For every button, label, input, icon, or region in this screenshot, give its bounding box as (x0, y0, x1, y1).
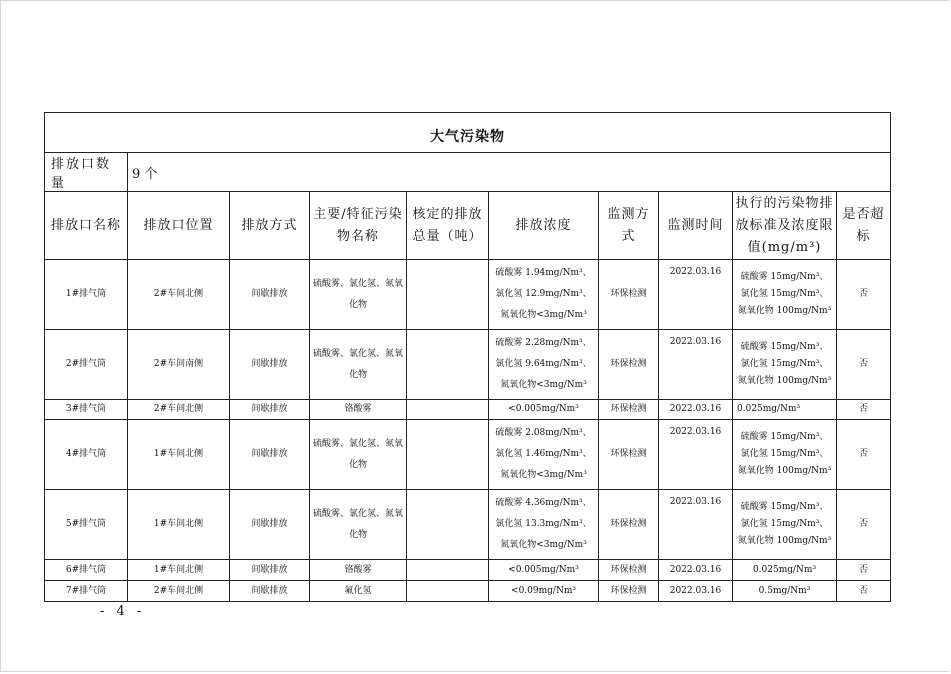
monitor-time: 2022.03.16 (659, 400, 733, 420)
exceed-flag: 否 (837, 560, 891, 581)
concentration (489, 420, 599, 490)
approved-total (407, 400, 489, 420)
approved-total (407, 260, 489, 330)
concentration (489, 400, 599, 420)
monitor-method: 环保检测 (599, 420, 659, 490)
concentration-line: 硫酸雾 2.08mg/Nm³、 (495, 428, 592, 438)
standard-line: 0.025mg/Nm³ (737, 404, 801, 414)
air-pollutant-table (44, 112, 891, 602)
outlet-count-label: 排放口数量 (45, 153, 128, 192)
exceed-flag: 否 (837, 581, 891, 602)
discharge-method: 间歇排放 (230, 330, 310, 400)
standard-limit (733, 490, 837, 560)
table-row (45, 260, 891, 330)
pollutant-name: 硫酸雾、氯化氢、氮氧化物 (310, 260, 407, 330)
concentration-line: 硫酸雾 2.28mg/Nm³、 (495, 338, 592, 348)
concentration-line: 氯化氢 13.3mg/Nm³、 (495, 519, 592, 529)
standard-limit (733, 420, 837, 490)
standard-line: 硫酸雾 15mg/Nm³、 (740, 432, 829, 442)
outlet-location: 1#车间北侧 (128, 490, 230, 560)
monitor-time: 2022.03.16 (659, 330, 733, 400)
concentration (489, 330, 599, 400)
monitor-time: 2022.03.16 (659, 560, 733, 581)
exceed-flag: 否 (837, 420, 891, 490)
monitor-method: 环保检测 (599, 260, 659, 330)
header-approved-total: 核定的排放总量（吨） (407, 192, 489, 260)
outlet-location: 1#车间北侧 (128, 560, 230, 581)
standard-line: 氯化氢 15mg/Nm³、 (740, 359, 829, 369)
pollutant-name: 铬酸雾 (310, 560, 407, 581)
pollutant-name: 硫酸雾、氯化氢、氮氧化物 (310, 330, 407, 400)
concentration-line: <0.005mg/Nm³ (508, 564, 579, 575)
pollutant-name: 氟化氢 (310, 581, 407, 602)
exceed-flag: 否 (837, 260, 891, 330)
pollutant-name: 硫酸雾、氯化氢、氮氧化物 (310, 490, 407, 560)
standard-line: 0.025mg/Nm³ (752, 564, 817, 575)
monitor-method: 环保检测 (599, 560, 659, 581)
monitor-time: 2022.03.16 (659, 260, 733, 330)
monitor-time: 2022.03.16 (659, 420, 733, 490)
standard-line: 氮氧化物 100mg/Nm³ (737, 466, 832, 476)
standard-line: 0.5mg/Nm³ (758, 585, 811, 596)
concentration-line: 氮氧化物<3mg/Nm³ (500, 380, 587, 390)
header-outlet-location: 排放口位置 (128, 192, 230, 260)
discharge-method: 间歇排放 (230, 400, 310, 420)
header-discharge-method: 排放方式 (230, 192, 310, 260)
outlet-location: 2#车间北侧 (128, 581, 230, 602)
monitor-method: 环保检测 (599, 490, 659, 560)
standard-line: 氮氧化物 100mg/Nm³ (737, 376, 832, 386)
discharge-method: 间歇排放 (230, 560, 310, 581)
discharge-method: 间歇排放 (230, 581, 310, 602)
outlet-name: 7#排气筒 (45, 581, 128, 602)
table-row (45, 581, 891, 602)
concentration (489, 490, 599, 560)
outlet-count-value: 9 个 (128, 153, 891, 192)
concentration-line: <0.005mg/Nm³ (508, 404, 579, 414)
approved-total (407, 581, 489, 602)
header-pollutant-name: 主要/特征污染物名称 (310, 192, 407, 260)
standard-line: 氯化氢 15mg/Nm³、 (740, 289, 829, 299)
pollutant-name: 硫酸雾、氯化氢、氮氧化物 (310, 420, 407, 490)
outlet-location: 1#车间北侧 (128, 420, 230, 490)
outlet-name: 5#排气筒 (45, 490, 128, 560)
header-outlet-name: 排放口名称 (45, 192, 128, 260)
outlet-name: 4#排气筒 (45, 420, 128, 490)
header-monitor-time: 监测时间 (659, 192, 733, 260)
standard-limit (733, 581, 837, 602)
concentration-line: 氯化氢 9.64mg/Nm³、 (495, 359, 592, 369)
outlet-name: 6#排气筒 (45, 560, 128, 581)
outlet-name: 3#排气筒 (45, 400, 128, 420)
standard-limit (733, 400, 837, 420)
page-number: - 4 - (100, 604, 146, 619)
header-exceed: 是否超标 (837, 192, 891, 260)
table-row (45, 330, 891, 400)
table-row (45, 560, 891, 581)
monitor-time: 2022.03.16 (659, 581, 733, 602)
standard-line: 氯化氢 15mg/Nm³、 (740, 519, 829, 529)
approved-total (407, 560, 489, 581)
outlet-location: 2#车间南侧 (128, 330, 230, 400)
exceed-flag: 否 (837, 490, 891, 560)
monitor-method: 环保检测 (599, 400, 659, 420)
pollutant-name: 铬酸雾 (310, 400, 407, 420)
discharge-method: 间歇排放 (230, 260, 310, 330)
standard-limit (733, 560, 837, 581)
standard-line: 氮氧化物 100mg/Nm³ (737, 536, 832, 546)
concentration-line: 氮氧化物<3mg/Nm³ (500, 470, 587, 480)
concentration-line: 氯化氢 1.46mg/Nm³、 (495, 449, 592, 459)
header-concentration: 排放浓度 (489, 192, 599, 260)
concentration-line: 氮氧化物<3mg/Nm³ (500, 540, 587, 550)
table-row (45, 490, 891, 560)
header-row (45, 192, 891, 260)
concentration (489, 260, 599, 330)
table-row (45, 400, 891, 420)
header-standard-limit: 执行的污染物排放标准及浓度限值(mg/m³) (733, 192, 837, 260)
standard-line: 硫酸雾 15mg/Nm³、 (740, 342, 829, 352)
standard-line: 氮氧化物 100mg/Nm³ (737, 306, 832, 316)
concentration-line: 氯化氢 12.9mg/Nm³、 (495, 289, 592, 299)
outlet-name: 2#排气筒 (45, 330, 128, 400)
concentration (489, 560, 599, 581)
monitor-method: 环保检测 (599, 581, 659, 602)
table-title: 大气污染物 (45, 113, 891, 153)
concentration-line: 硫酸雾 1.94mg/Nm³、 (495, 268, 592, 278)
header-monitor-method: 监测方式 (599, 192, 659, 260)
standard-line: 硫酸雾 15mg/Nm³、 (740, 272, 829, 282)
concentration-line: 氮氧化物<3mg/Nm³ (500, 310, 587, 320)
standard-limit (733, 260, 837, 330)
standard-line: 硫酸雾 15mg/Nm³、 (740, 502, 829, 512)
outlet-location: 2#车间北侧 (128, 260, 230, 330)
approved-total (407, 330, 489, 400)
exceed-flag: 否 (837, 330, 891, 400)
concentration-line: <0.09mg/Nm³ (511, 585, 576, 596)
outlet-name: 1#排气筒 (45, 260, 128, 330)
approved-total (407, 490, 489, 560)
concentration (489, 581, 599, 602)
table-row (45, 420, 891, 490)
concentration-line: 硫酸雾 4.36mg/Nm³、 (495, 498, 592, 508)
outlet-location: 2#车间北侧 (128, 400, 230, 420)
standard-line: 氯化氢 15mg/Nm³、 (740, 449, 829, 459)
standard-limit (733, 330, 837, 400)
exceed-flag: 否 (837, 400, 891, 420)
monitor-time: 2022.03.16 (659, 490, 733, 560)
discharge-method: 间歇排放 (230, 420, 310, 490)
monitor-method: 环保检测 (599, 330, 659, 400)
approved-total (407, 420, 489, 490)
discharge-method: 间歇排放 (230, 490, 310, 560)
